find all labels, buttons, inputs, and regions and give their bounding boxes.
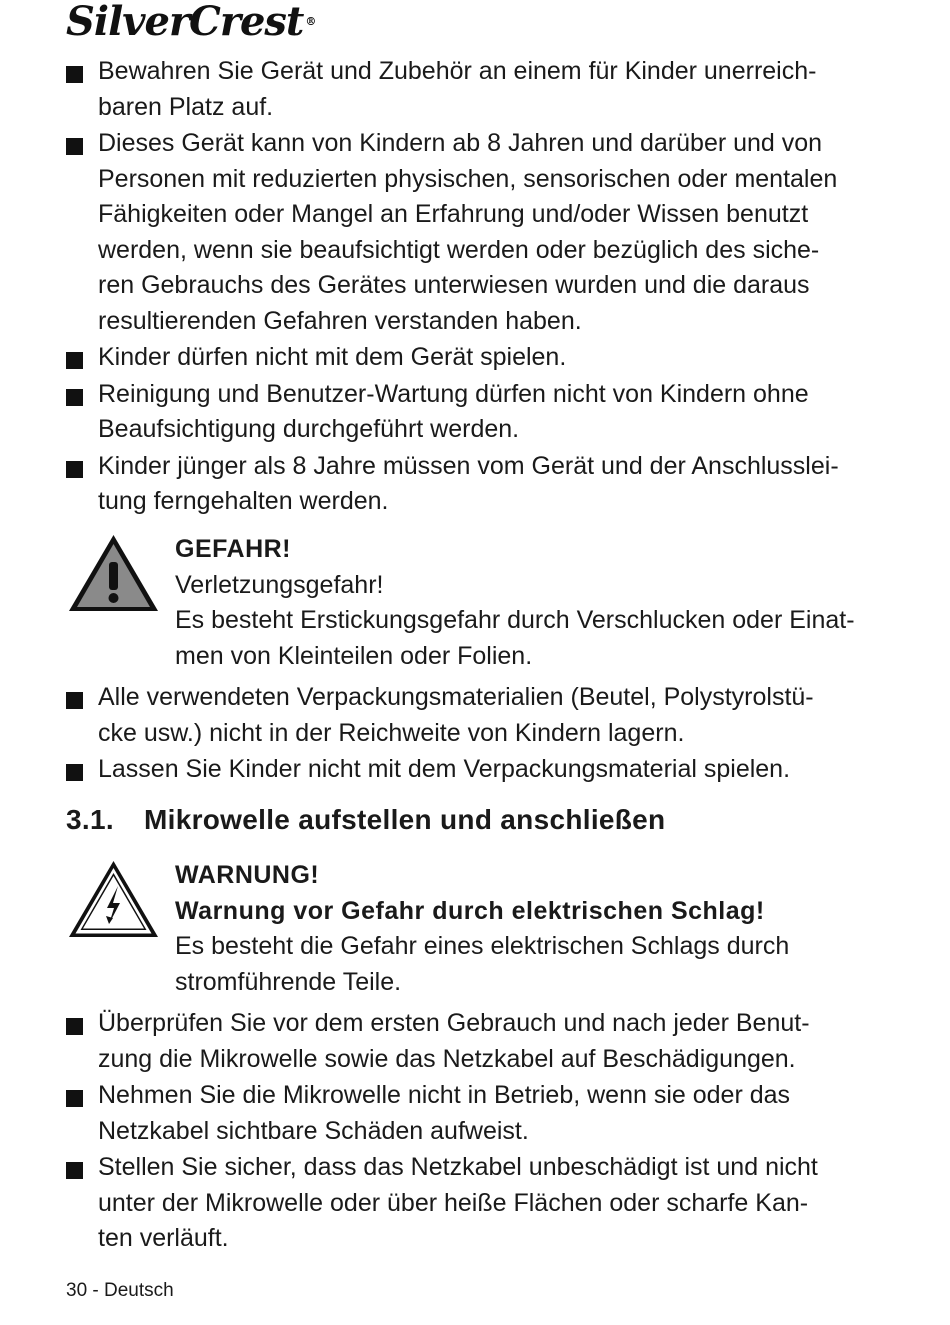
section-title: Mikrowelle aufstellen und anschließen — [144, 804, 666, 835]
item-line: ten verläuft. — [98, 1224, 229, 1252]
item-line: Kinder dürfen nicht mit dem Gerät spielen. — [98, 343, 567, 371]
list-item — [66, 54, 866, 125]
section-heading — [66, 800, 665, 840]
item-line: Überprüfen Sie vor dem ersten Gebrauch und nach jeder Benut- — [98, 1009, 810, 1037]
danger-line: men von Kleinteilen oder Folien. — [175, 641, 533, 670]
power-cable-list — [66, 1006, 866, 1257]
square-bullet-icon — [66, 1018, 83, 1035]
brand-logo — [66, 0, 316, 45]
warning-notice — [66, 858, 866, 1000]
item-line: Kinder jünger als 8 Jahre müssen vom Gerät und der Anschlusslei- — [98, 451, 839, 480]
list-item — [66, 680, 866, 751]
danger-line: Es besteht Erstickungsgefahr durch Verschlucken oder Einat- — [175, 606, 855, 634]
list-item — [66, 752, 866, 788]
list-item — [66, 1150, 866, 1257]
item-line: Nehmen Sie die Mikrowelle nicht in Betrieb, wenn sie oder das — [98, 1081, 791, 1109]
list-item — [66, 126, 866, 339]
item-line: Reinigung und Benutzer-Wartung dürfen nicht von Kindern ohne — [98, 379, 809, 408]
square-bullet-icon — [66, 692, 83, 709]
list-item — [66, 377, 866, 448]
item-line: baren Platz auf. — [98, 92, 274, 121]
registered-mark: ® — [305, 15, 316, 28]
child-safety-list — [66, 54, 866, 520]
warning-subtitle: Warnung vor Gefahr durch elektrischen Schlag! — [175, 896, 765, 925]
item-line: Stellen Sie sicher, dass das Netzkabel unbeschädigt ist und nicht — [98, 1153, 818, 1181]
warning-title: WARNUNG! — [175, 861, 320, 889]
electric-shock-icon — [66, 858, 161, 940]
item-line: Dieses Gerät kann von Kindern ab 8 Jahren und darüber und von — [98, 129, 823, 157]
item-line: Bewahren Sie Gerät und Zubehör an einem für Kinder unerreich- — [98, 57, 817, 85]
square-bullet-icon — [66, 352, 83, 369]
danger-subtitle: Verletzungsgefahr! — [175, 570, 384, 599]
item-line: ren Gebrauchs des Gerätes unterwiesen wurden und die daraus — [98, 271, 810, 299]
item-line: cke usw.) nicht in der Reichweite von Kindern lagern. — [98, 718, 685, 747]
item-line: Netzkabel sichtbare Schäden aufweist. — [98, 1116, 529, 1145]
list-item — [66, 449, 866, 520]
item-line: unter der Mikrowelle oder über heiße Flächen oder scharfe Kan- — [98, 1188, 809, 1217]
list-item — [66, 1078, 866, 1149]
item-line: Fähigkeiten oder Mangel an Erfahrung und/oder Wissen benutzt — [98, 200, 809, 228]
packaging-list — [66, 680, 866, 788]
square-bullet-icon — [66, 461, 83, 478]
square-bullet-icon — [66, 1090, 83, 1107]
brand-name: SilverCrest — [66, 0, 304, 45]
section-number: 3.1. — [66, 804, 114, 835]
danger-notice — [66, 532, 866, 674]
warning-line: Es besteht die Gefahr eines elektrischen Schlags durch — [175, 932, 790, 960]
item-line: Alle verwendeten Verpackungsmaterialien (Beutel, Polystyrolstü- — [98, 683, 814, 711]
item-line: tung ferngehalten werden. — [98, 487, 389, 515]
square-bullet-icon — [66, 389, 83, 406]
page-footer: 30 - Deutsch — [66, 1280, 174, 1301]
list-item — [66, 340, 866, 376]
square-bullet-icon — [66, 66, 83, 83]
item-line: Beaufsichtigung durchgeführt werden. — [98, 415, 520, 443]
danger-title: GEFAHR! — [175, 535, 291, 563]
warning-triangle-icon — [66, 532, 161, 614]
list-item — [66, 1006, 866, 1077]
item-line: werden, wenn sie beaufsichtigt werden oder bezüglich des siche- — [98, 235, 820, 264]
item-line: Lassen Sie Kinder nicht mit dem Verpackungsmaterial spielen. — [98, 755, 791, 783]
square-bullet-icon — [66, 138, 83, 155]
item-line: zung die Mikrowelle sowie das Netzkabel auf Beschädigungen. — [98, 1044, 796, 1073]
item-line: Personen mit reduzierten physischen, sensorischen oder mentalen — [98, 164, 838, 193]
square-bullet-icon — [66, 1162, 83, 1179]
square-bullet-icon — [66, 764, 83, 781]
warning-line: stromführende Teile. — [175, 967, 402, 996]
item-line: resultierenden Gefahren verstanden haben. — [98, 306, 582, 335]
